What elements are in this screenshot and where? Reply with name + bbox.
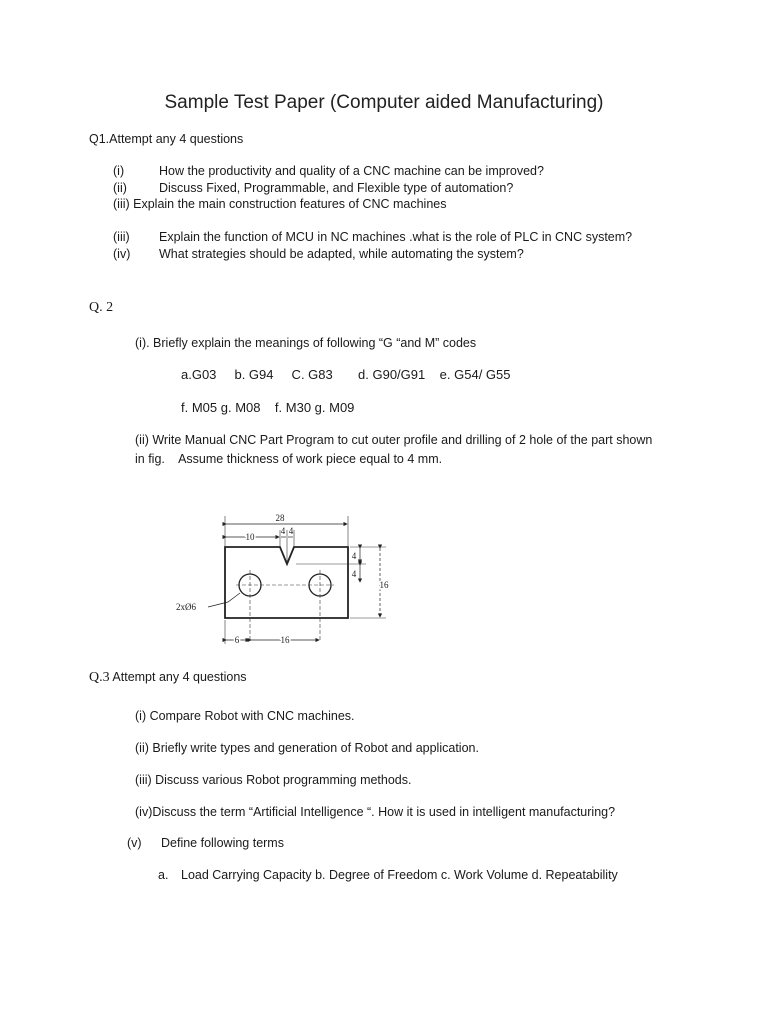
dim-height: 16: [379, 580, 389, 590]
dim-notch-a: 4: [280, 526, 286, 536]
q2-codes-line-1: a.G03 b. G94 C. G83 d. G90/G91 e. G54/ G55: [181, 367, 511, 382]
q1-item-4-num: (iii): [113, 230, 130, 244]
part-outline: [225, 547, 348, 618]
page-title: Sample Test Paper (Computer aided Manufacturing): [164, 92, 604, 113]
q1-item-1-num: (i): [113, 164, 125, 178]
q3-item-3: (iii) Discuss various Robot programming methods.: [135, 773, 412, 787]
q1-item-5-text: What strategies should be adapted, while automating the system?: [159, 247, 524, 261]
q3-subitem-label: a.: [158, 868, 169, 882]
q2-heading: Q. 2: [89, 300, 114, 315]
q3-heading-rest: Attempt any 4 questions: [109, 670, 247, 684]
part-drawing: [170, 510, 400, 650]
q2-codes-line-2: f. M05 g. M08 f. M30 g. M09: [181, 400, 355, 415]
dim-hole-spacing: 16: [280, 635, 290, 645]
q3-heading-prefix: Q.3: [89, 670, 110, 685]
q1-item-3: (iii) Explain the main construction features of CNC machines: [113, 197, 447, 211]
q2-part-2-line-1: (ii) Write Manual CNC Part Program to cut outer profile and drilling of 2 hole of the part shown: [135, 433, 653, 447]
hole-label: 2xØ6: [176, 602, 196, 612]
dim-right-mid: 4: [351, 569, 357, 579]
q3-item-1: (i) Compare Robot with CNC machines.: [135, 709, 355, 723]
dim-hole-offset: 6: [234, 635, 240, 645]
q1-item-2-text: Discuss Fixed, Programmable, and Flexible type of automation?: [159, 181, 514, 195]
q3-item-2: (ii) Briefly write types and generation of Robot and application.: [135, 741, 479, 755]
q3-item-5-num: (v): [127, 836, 142, 850]
q3-heading: [89, 669, 247, 686]
q1-item-2-num: (ii): [113, 181, 127, 195]
dim-notch-b: 4: [288, 526, 294, 536]
dim-total-width: 28: [275, 513, 285, 523]
dim-right-top: 4: [351, 551, 357, 561]
q1-item-1-text: How the productivity and quality of a CNC machine can be improved?: [159, 164, 544, 178]
dim-left: 10: [245, 532, 255, 542]
q3-item-4: (iv)Discuss the term “Artificial Intelligence “. How it is used in intelligent manufacturing?: [135, 805, 616, 819]
q1-item-5-num: (iv): [113, 247, 131, 261]
q2-part-1: (i). Briefly explain the meanings of following “G “and M” codes: [135, 336, 477, 350]
q3-subitem-text: Load Carrying Capacity b. Degree of Freedom c. Work Volume d. Repeatability: [181, 868, 618, 882]
centerlines: [236, 570, 334, 640]
q1-heading: Q1.Attempt any 4 questions: [89, 132, 244, 146]
q3-item-5-text: Define following terms: [161, 836, 284, 850]
q1-item-4-text: Explain the function of MCU in NC machines .what is the role of PLC in CNC system?: [159, 230, 633, 244]
q2-part-2-line-2: in fig. Assume thickness of work piece equal to 4 mm.: [135, 452, 443, 466]
